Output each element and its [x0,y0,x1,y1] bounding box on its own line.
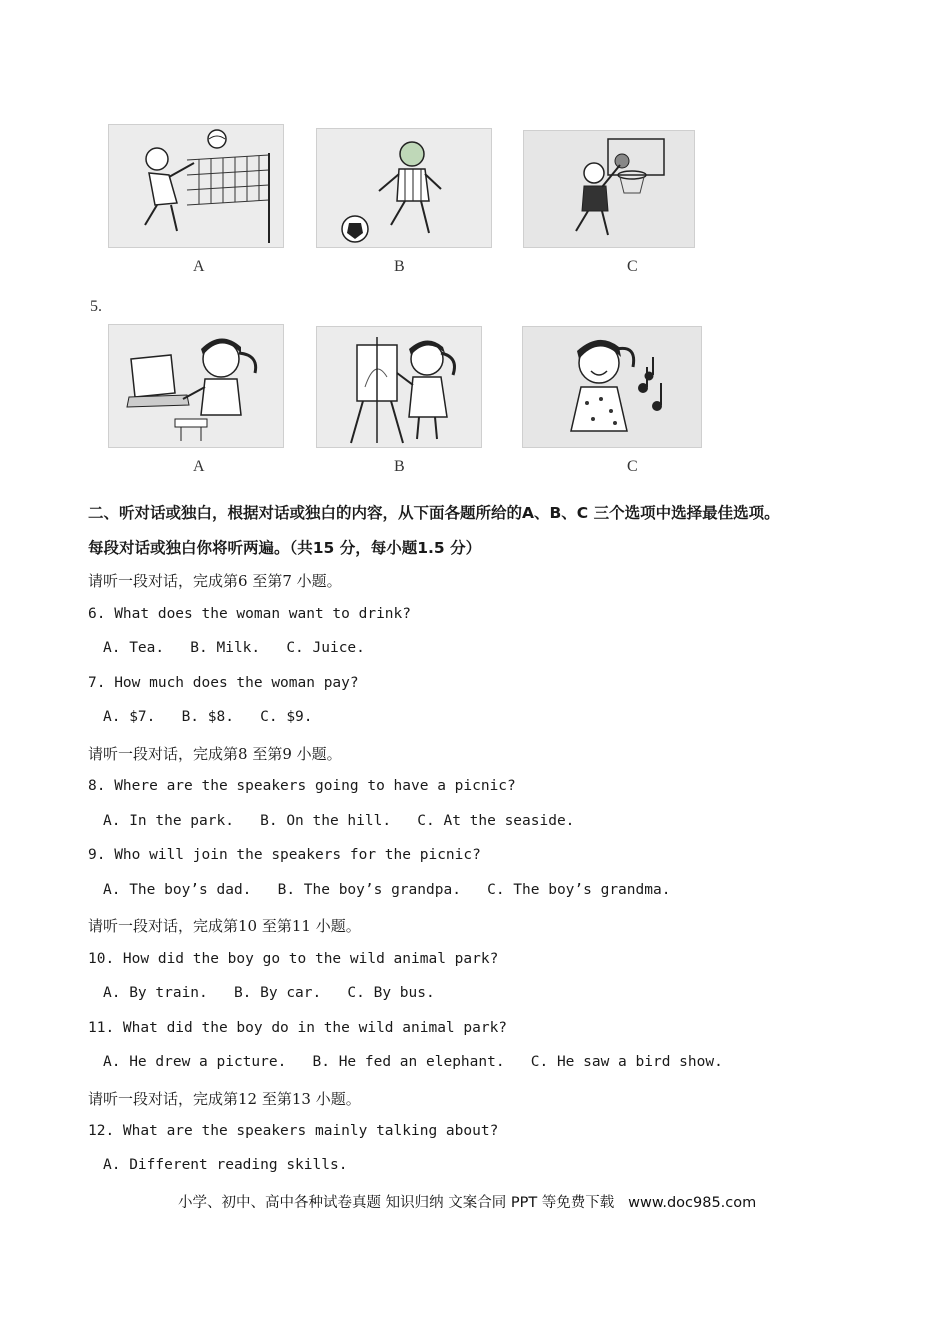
music-notes-icon [523,327,701,447]
question-8: 8. Where are the speakers going to have a picnic? [88,778,516,794]
question-10: 10. How did the boy go to the wild animal park? [88,951,499,967]
instruction-q8-q9: 请听一段对话，完成第8 至第9 小题。 [88,745,342,763]
girl-singing-picture [522,326,702,448]
question-8-options: A. In the park. B. On the hill. C. At the seaside. [103,813,575,829]
question-12: 12. What are the speakers mainly talking about? [88,1123,499,1139]
easel-icon [317,327,481,447]
volleyball-player-icon [109,125,283,247]
question-6-options: A. Tea. B. Milk. C. Juice. [103,640,365,656]
row2-option-b: B [394,458,405,475]
footer-text: 小学、初中、高中各种试卷真题 知识归纳 文案合同 PPT 等免费下载 www.doc985.com [178,1195,757,1211]
question-5-number: 5. [90,298,102,315]
question-6: 6. What does the woman want to drink? [88,606,412,622]
girl-painting-picture [316,326,482,448]
question-9: 9. Who will join the speakers for the picnic? [88,847,481,863]
section2-heading-line2: 每段对话或独白你将听两遍。（共15 分，每小题1.5 分） [88,539,482,557]
section2-heading-line1: 二、听对话或独白，根据对话或独白的内容，从下面各题所给的A、B、C 三个选项中选择最佳选项。 [88,504,780,522]
question-11-options: A. He drew a picture. B. He fed an elephant. C. He saw a bird show. [103,1054,723,1070]
football-player-picture [316,128,492,248]
basketball-player-picture [523,130,695,248]
row2-option-c: C [627,458,638,475]
row2-option-a: A [193,458,205,475]
volleyball-player-picture [108,124,284,248]
football-player-icon [317,129,491,247]
girl-computer-picture [108,324,284,448]
question-9-options: A. The boy’s dad. B. The boy’s grandpa. C. The boy’s grandma. [103,882,671,898]
row1-option-c: C [627,258,638,275]
question-7: 7. How much does the woman pay? [88,675,359,691]
computer-icon [109,325,283,447]
instruction-q6-q7: 请听一段对话，完成第6 至第7 小题。 [88,572,342,590]
question-12-option-a: A. Different reading skills. [103,1157,348,1173]
question-11: 11. What did the boy do in the wild animal park? [88,1020,508,1036]
instruction-q10-q11: 请听一段对话，完成第10 至第11 小题。 [88,917,361,935]
question-7-options: A. $7. B. $8. C. $9. [103,709,313,725]
row1-option-a: A [193,258,205,275]
question-10-options: A. By train. B. By car. C. By bus. [103,985,435,1001]
instruction-q12-q13: 请听一段对话，完成第12 至第13 小题。 [88,1090,361,1108]
basketball-player-icon [524,131,694,247]
row1-option-b: B [394,258,405,275]
